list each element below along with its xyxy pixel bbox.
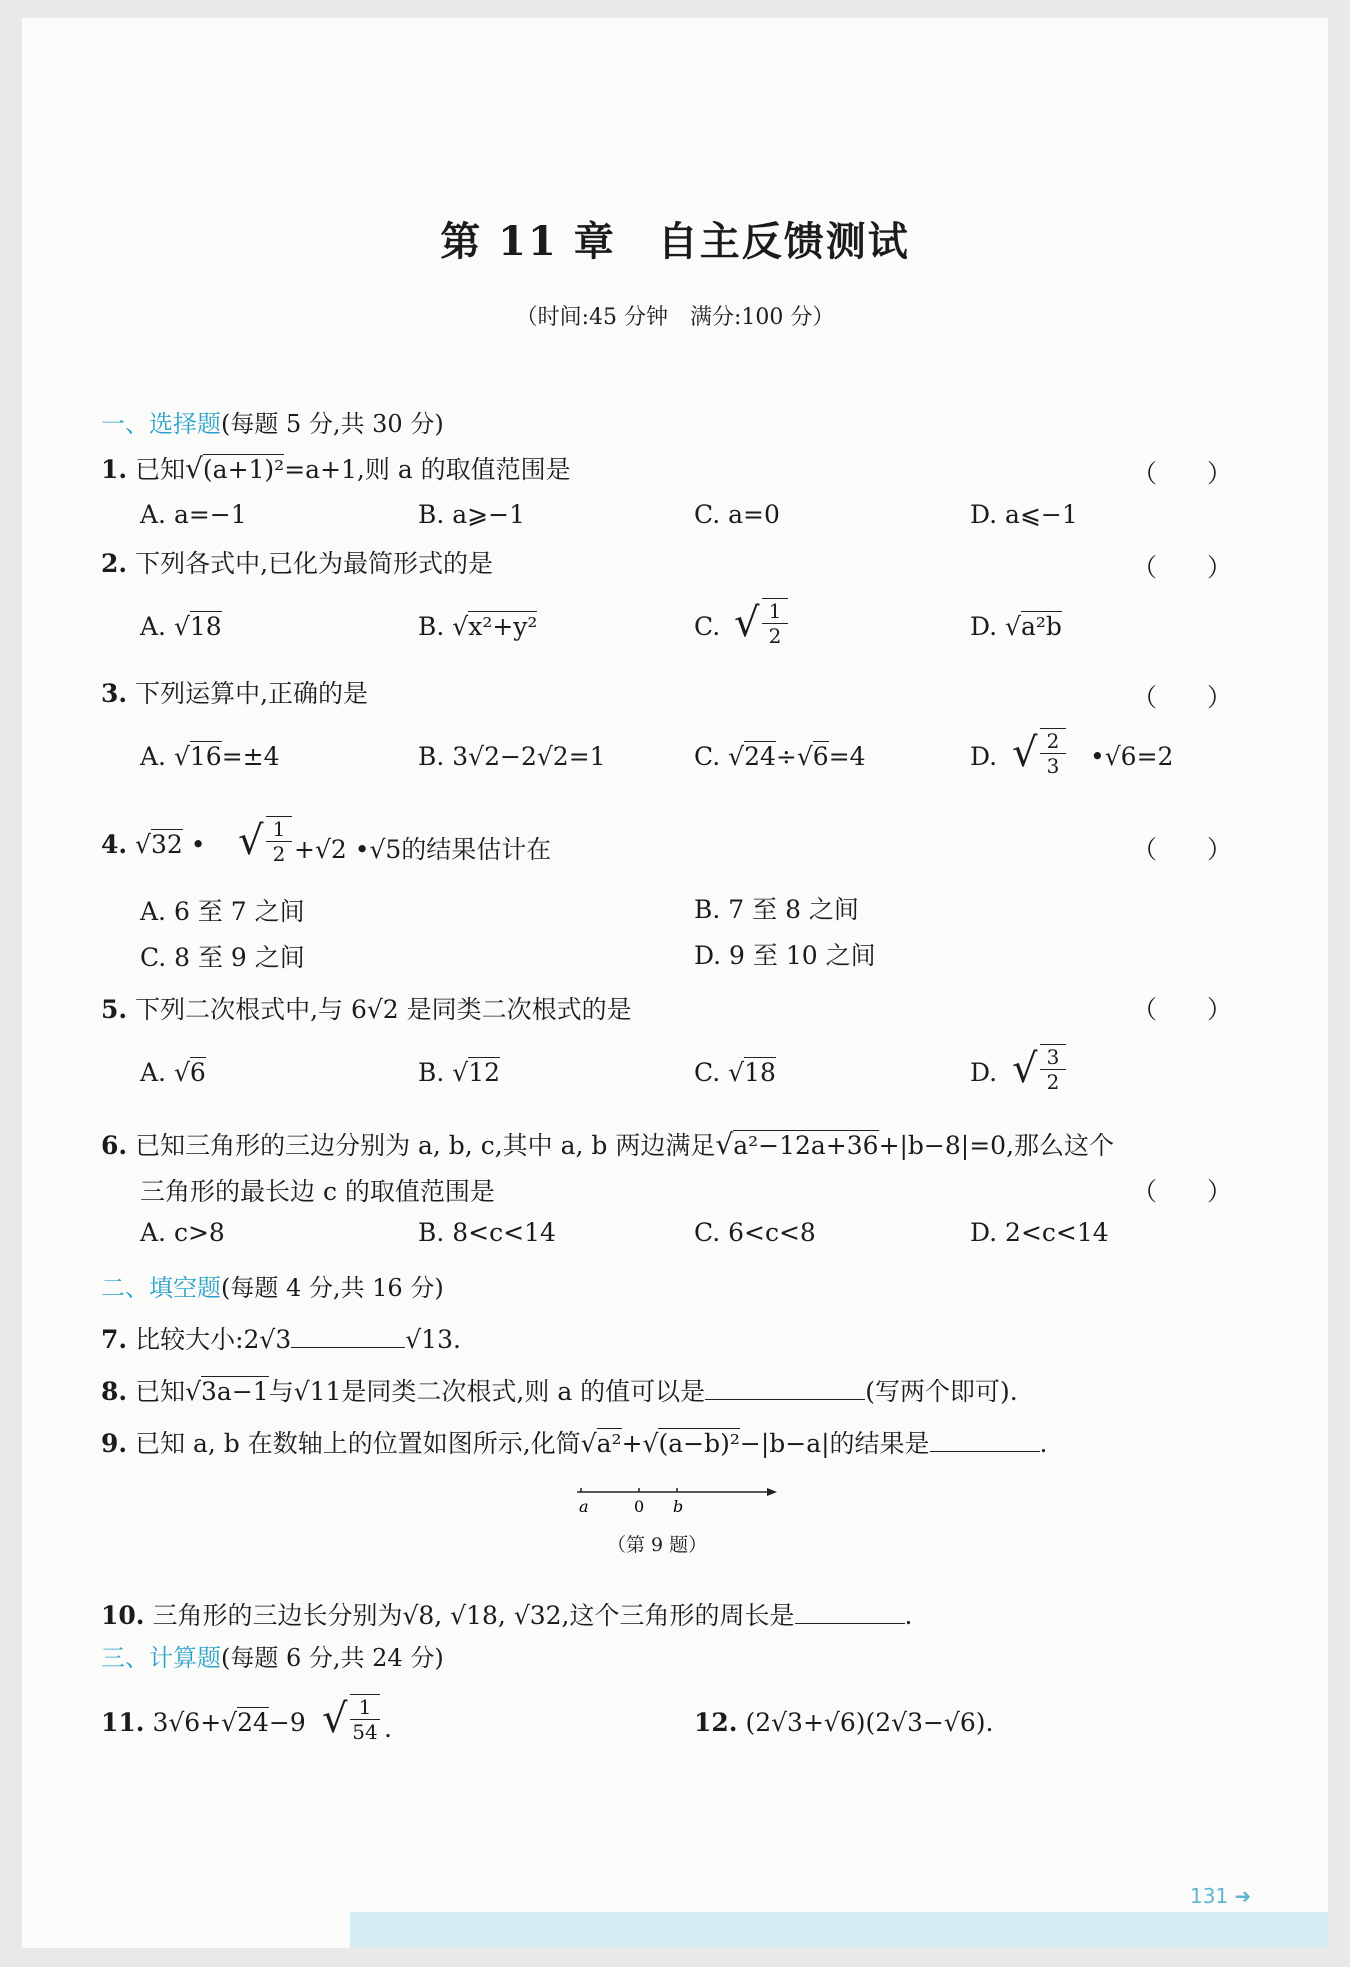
page: 第 11 章 自主反馈测试 （时间:45 分钟 满分:100 分） 一、选择题(每题 5 分,共 30 分) 1. 已知√(a+1)²=a+1,则 a 的取值范围是 （ ） A. a=−1 B. a⩾−1 C. a=0 D. a⩽−1 2. 下列各式中,已化为最简形式的是 （ ） A. √18 B. √x²+y² C. √ $\frac{1}{2}$ D. √a²b 3. 下列运算中,正确的是 （ ） A. √16=±4 B. 3√2−2√2=1 C. √24÷√6=4 D. √ $\frac{2}{3}$ •√6=2 4. √32 • √ $\frac{1}{2}$ +√2 •√5的结果估计在 （ ） A. 6 至 7 之间 B. 7 至 8 之间 C. 8 至 9 之间 D. 9 至 10 之间 5. 下列二次根式中,与 6√2 是同类二次根式的是 （ ） A. √6 B. √12 C. √18 D. √ $\frac{3}{2}$ 6. 已知三角形的三边分别为 a, b, c,其中 a, b 两边满足√a²−12a+36+|b−8|=0,那么这个 三角形的最长边 c 的取值范围是 （ ） A. c>8 B. 8<c<14 C. 6<c<8 D. 2<c<14 二、填空题(每题 4 分,共 16 分) 7. 比较大小:2√3 √13. 8. 已知√3a−1与√11是同类二次根式,则 a 的值可以是 (写两个即可). 9. 已知 a, b 在数轴上的位置如图所示,化简√a²+√(a−b)²−|b−a|的结果是 . a 0 b （第 9 题） 10. 三角形的三边长分别为√8, √18, √32,这个三角形的周长是 . 三、计算题(每题 6 分,共 24 分) 11. 3√6+√24−9 √ $\frac{1}{54}$ . 12. (2√3+√6)(2√3−√6). 131 ➜	[22, 18, 1328, 1948]
radicand: 18	[744, 1058, 776, 1087]
answer-blank[interactable]	[291, 1346, 405, 1348]
fraction-denominator: 2	[768, 624, 782, 648]
question-text: −|b−a|的结果是	[739, 1429, 930, 1458]
fraction-denominator: 2	[272, 842, 286, 866]
question-11: 11. 3√6+√24−9	[101, 1708, 306, 1737]
option-d: D. 2<c<14	[970, 1218, 1109, 1247]
question-text: 已知 a, b 在数轴上的位置如图所示,化简	[135, 1429, 581, 1458]
question-number: 3.	[101, 679, 128, 708]
option-letter: C.	[694, 742, 721, 771]
option-b: B. 8<c<14	[418, 1218, 556, 1247]
answer-parentheses: （ ）	[1132, 683, 1233, 712]
answer-blank[interactable]	[795, 1622, 905, 1624]
option-b: B. √x²+y²	[418, 612, 538, 641]
question-4: 4. √32 •	[101, 830, 206, 859]
option-text: =4	[828, 742, 866, 771]
radicand: a²−12a+36	[733, 1131, 879, 1160]
section-note: (每题 6 分,共 24 分)	[221, 1644, 444, 1672]
answer-blank[interactable]	[705, 1398, 865, 1400]
page-title: 第 11 章 自主反馈测试	[440, 218, 910, 265]
fraction-denominator: 3	[1046, 754, 1060, 778]
option-a: A. c>8	[140, 1218, 225, 1247]
arrow-icon: ➜	[1234, 1884, 1252, 1908]
question-number: 7.	[101, 1325, 128, 1354]
option-text: =±4	[221, 742, 280, 771]
question-6: 6. 已知三角形的三边分别为 a, b, c,其中 a, b 两边满足√a²−12a+36+|b−8|=0,那么这个	[101, 1128, 1115, 1161]
question-text: .	[1039, 1429, 1048, 1458]
label-a: a	[579, 1497, 589, 1516]
option-letter: D.	[970, 1058, 998, 1087]
option-d: D. 9 至 10 之间	[694, 941, 876, 970]
radicand: 6	[189, 1058, 206, 1087]
radical-sign: √	[185, 452, 203, 485]
option-c: C. √18	[694, 1058, 776, 1087]
option-c	[694, 612, 720, 641]
question-9: 9. 已知 a, b 在数轴上的位置如图所示,化简√a²+√(a−b)²−|b−a|的结果是 .	[101, 1429, 1048, 1458]
question-text: (2√3+√6)(2√3−√6).	[745, 1708, 994, 1737]
question-number: 9.	[101, 1429, 128, 1458]
section-1-heading	[101, 404, 444, 439]
section-3-heading	[101, 1638, 444, 1673]
label-b: b	[673, 1497, 684, 1516]
radicand: (a−b)²	[658, 1429, 740, 1458]
question-text: 已知三角形的三边分别为 a, b, c,其中 a, b 两边满足	[135, 1131, 716, 1160]
radicand: 12	[468, 1058, 501, 1087]
option-b: B. 3√2−2√2=1	[418, 742, 606, 771]
radicand: a²	[596, 1429, 622, 1458]
answer-parentheses: （ ）	[1132, 995, 1233, 1024]
answer-blank[interactable]	[930, 1450, 1040, 1452]
question-number: 4.	[101, 830, 128, 859]
question-text: 已知	[135, 1377, 186, 1406]
radicand: a²b	[1021, 612, 1062, 641]
section-note: (每题 4 分,共 16 分)	[221, 1274, 444, 1302]
page-subtitle: （时间:45 分钟 满分:100 分）	[515, 305, 835, 330]
section-label: 三、计算题	[101, 1644, 221, 1672]
option-b: B. √12	[418, 1058, 501, 1087]
question-3	[101, 674, 368, 710]
question-number: 5.	[101, 995, 128, 1024]
question-2	[101, 544, 493, 580]
operator: +	[621, 1429, 643, 1458]
question-number: 11.	[101, 1708, 145, 1737]
answer-parentheses: （ ）	[1132, 459, 1233, 488]
footer-band	[350, 1912, 1328, 1948]
fraction-numerator: 2	[1040, 729, 1066, 754]
option-letter: B.	[418, 612, 445, 641]
option-letter: B.	[418, 1058, 445, 1087]
option-d: D. √a²b	[970, 612, 1062, 641]
arrow-icon	[767, 1488, 777, 1496]
question-5	[101, 990, 632, 1026]
radicand: x²+y²	[468, 612, 538, 641]
question-text: 下列二次根式中,与 6√2 是同类二次根式的是	[135, 995, 632, 1024]
option-a: A. √6	[140, 1058, 206, 1087]
fraction-numerator: 3	[1040, 1045, 1066, 1070]
label-zero: 0	[634, 1497, 645, 1516]
option-a: A. √16=±4	[140, 742, 280, 771]
option-letter: A.	[140, 1058, 167, 1087]
question-text: =a+1,则 a 的取值范围是	[284, 455, 571, 484]
page-number	[1190, 1884, 1251, 1908]
question-1	[101, 450, 571, 486]
option-d	[970, 742, 997, 771]
radicand: 24	[744, 742, 776, 771]
question-number: 6.	[101, 1131, 128, 1160]
radicand: 18	[189, 612, 222, 641]
answer-parentheses: （ ）	[1132, 835, 1233, 864]
operator: •	[190, 830, 206, 859]
option-letter: A.	[140, 612, 167, 641]
section-note: (每题 5 分,共 30 分)	[221, 410, 444, 438]
option-c: C. a=0	[694, 500, 780, 529]
option-text: •√6=2	[1090, 742, 1174, 771]
question-number: 10.	[101, 1601, 145, 1630]
section-2-heading	[101, 1268, 444, 1303]
question-text: −9	[268, 1708, 306, 1737]
question-text: 下列各式中,已化为最简形式的是	[135, 549, 494, 578]
page-number-text: 131	[1190, 1884, 1229, 1908]
option-letter: C.	[694, 1058, 721, 1087]
question-text: +|b−8|=0,那么这个	[878, 1131, 1115, 1160]
fraction-denominator: 2	[1046, 1070, 1060, 1094]
option-d	[970, 1058, 997, 1087]
question-10	[101, 1596, 912, 1632]
option-c: C. 6<c<8	[694, 1218, 816, 1247]
option-letter: A.	[140, 742, 167, 771]
option-b: B. a⩾−1	[418, 500, 525, 529]
option-letter: D.	[970, 742, 998, 771]
option-letter: D.	[970, 612, 998, 641]
radicand: 16	[189, 742, 222, 771]
fraction-denominator: 54	[352, 1720, 378, 1744]
question-6-line-2: 三角形的最长边 c 的取值范围是	[140, 1177, 495, 1206]
radicand: 32	[151, 830, 183, 859]
option-c: C. √24÷√6=4	[694, 742, 866, 771]
option-c: C. 8 至 9 之间	[140, 943, 305, 972]
question-text: (写两个即可).	[865, 1377, 1018, 1406]
question-text: .	[904, 1601, 913, 1630]
option-a: A. √18	[140, 612, 222, 641]
answer-parentheses: （ ）	[1132, 1177, 1233, 1206]
question-text: 3√6+	[152, 1708, 222, 1737]
question-text: √13.	[405, 1325, 461, 1354]
section-label: 一、选择题	[101, 410, 221, 438]
radicand: 24	[237, 1708, 269, 1737]
question-text: 与√11是同类二次根式,则 a 的值可以是	[268, 1377, 706, 1406]
section-label: 二、填空题	[101, 1274, 221, 1302]
radicand: (a+1)²	[202, 455, 285, 484]
fraction-numerator: 1	[266, 817, 292, 842]
question-text: 已知	[135, 455, 186, 484]
question-7	[101, 1320, 461, 1356]
option-letter: C.	[694, 612, 721, 641]
option-d: D. a⩽−1	[970, 500, 1078, 529]
question-number: 12.	[694, 1708, 738, 1737]
option-b: B. 7 至 8 之间	[694, 895, 859, 924]
fraction-numerator: 1	[762, 599, 788, 624]
question-text: +√2 •√5的结果估计在	[294, 835, 552, 864]
question-text: .	[384, 1714, 392, 1743]
answer-parentheses: （ ）	[1132, 553, 1233, 582]
fraction-numerator: 1	[350, 1695, 380, 1720]
question-text: 三角形的三边长分别为√8, √18, √32,这个三角形的周长是	[152, 1601, 795, 1630]
question-8: 8. 已知√3a−1与√11是同类二次根式,则 a 的值可以是 (写两个即可).	[101, 1377, 1018, 1406]
question-number: 1.	[101, 455, 128, 484]
question-12	[694, 1708, 993, 1737]
option-a: A. a=−1	[140, 500, 247, 529]
option-a: A. 6 至 7 之间	[140, 897, 305, 926]
figure-caption: （第 9 题）	[607, 1534, 708, 1556]
question-text: 下列运算中,正确的是	[135, 679, 369, 708]
radicand: 3a−1	[201, 1377, 269, 1406]
question-number: 8.	[101, 1377, 128, 1406]
operator: ÷	[775, 742, 797, 771]
number-line-figure	[567, 1480, 787, 1524]
question-number: 2.	[101, 549, 128, 578]
question-text: 比较大小:2√3	[135, 1325, 292, 1354]
radicand: 6	[812, 742, 829, 771]
